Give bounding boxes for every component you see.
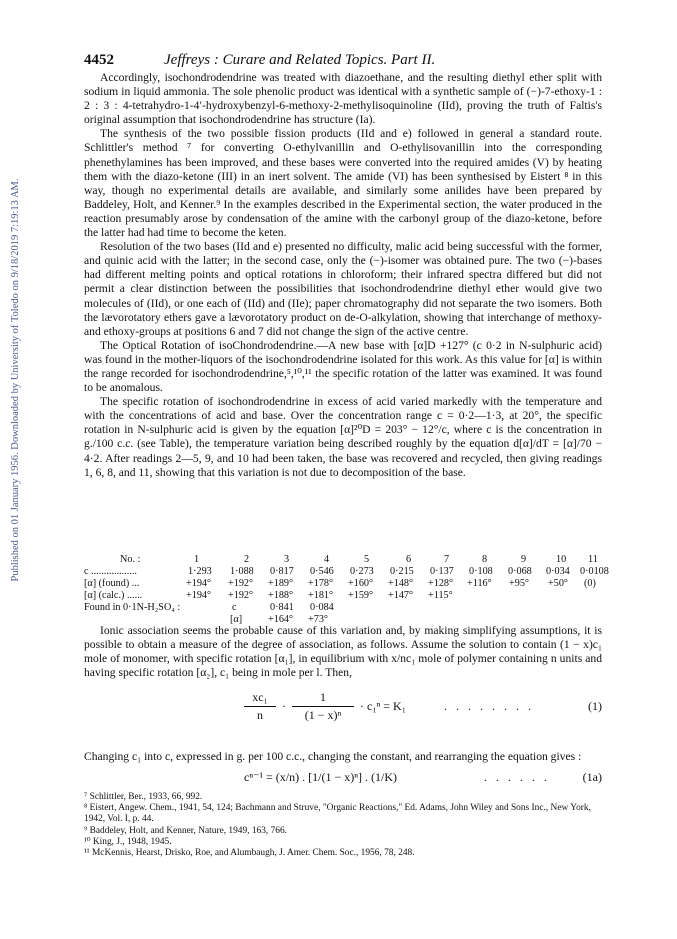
table-cell: 0·215 [390,566,414,577]
table-cell: +194° [186,578,212,589]
row-label: No. : [120,554,141,565]
table-row-c [84,566,609,578]
row-label: Found in 0·1N-H₂SO₄ : [84,602,181,613]
rotation-table [84,554,609,626]
equation-body: cⁿ⁻¹ = (x/n) . [1/(1 − x)ⁿ] . (1/K) [244,770,397,784]
paragraph: The synthesis of the two possible fission products (IId and e) followed in general a standard route. Schlittler's method ⁷ for converting O-ethylvanillin and O-ethylisovanillin into the corresponding phenethylamines has been improved, and these bases were converted into the required amides (V) by heating them with the diazo-ketone (III) in an inert solvent. The amide (VI) has been synthesised by Eistert ⁸ in this way, though no experimental details are available, and similarly some anilides have been prepared by Baddeley, Holt, and Kenner.⁹ In the examples described in the Experimental section, the water produced in the reaction presumably arose by condensation of the amine with the carbonyl group of the diazo-ketone, before the latter had had time to become the keten. [84,127,602,240]
paragraph: The specific rotation of isochondrodendrine in excess of acid varied markedly with the temperature and with the concentrations of acid and base. Over the concentration range c = 0·2—1·3, at 20°, the specific rotation in N-sulphuric acid is given by the equation [α]²⁰D = 203° − 12°/c, where c is the concentration in g./100 c.c. (see Table), the temperature variation being described roughly by the equation d[α]/dT = [α]/70 − 4·2. After readings 2—5, 9, and 10 had been taken, the base was recovered and recycled, then giving readings 1, 6, 8, and 11, showing that this variation is not due to decomposition of the base. [84,395,602,479]
table-cell: +148° [388,578,414,589]
table-cell: 8 [482,554,488,565]
leader-dots: . . . . . . . . [444,699,534,713]
table-cell: +181° [308,590,334,601]
table-cell: 4 [324,554,330,565]
footnote: ⁷ Schlittler, Ber., 1933, 66, 992. [84,792,203,802]
page-number: 4452 [84,52,114,68]
table-cell: +50° [548,578,569,589]
row-label: [α] (found) ... [84,578,140,589]
table-cell: +160° [348,578,374,589]
paragraph: Ionic association seems the probable cause of this variation and, by making simplifying assumptions, it is possible to obtain a measure of the degree of association, as follows. Assume the solution to contain (1 − x)c₁ mole of monomer, with specific rotation [α₁], in equilibrium with x/nc₁ mole of polymer containing n units and having specific rotation [α₂], c₁ being in mole per l. Then, [84,624,602,680]
table-cell: (0) [584,578,596,589]
table-cell: 11 [588,554,598,565]
fraction [244,690,276,724]
table-cell: +95° [509,578,530,589]
table-cell: 2 [244,554,250,565]
table-cell: +147° [388,590,414,601]
table-cell: 7 [444,554,450,565]
numerator: xc₁ [252,690,268,704]
dot-operator: · [282,699,286,713]
equation-rhs: · c₁ⁿ = K₁ [360,699,406,713]
row-label: c .................. [84,566,137,577]
paragraph: The Optical Rotation of isoChondrodendrine.—A new base with [α]D +127° (c 0·2 in N-sulphuric acid) was found in the mother-liquors of the isochondrodendrine isolated for this work. As this value for [α] is within the range recorded for isochondrodendrine,⁵,¹⁰,¹¹ the specific rotation of the latter was examined. It was found to be anomalous. [84,338,602,395]
footnote: ¹⁰ King, J., 1948, 1945. [84,836,172,847]
table-cell: +192° [228,578,254,589]
table-cell: +194° [186,590,212,601]
row-label: [α] (calc.) ...... [84,590,143,601]
watermark-text: Published on 01 January 1956. Downloaded by University of Toledo on 9/18/2019 7:19:13 AM. [10,178,21,582]
table-cell: 0·108 [469,566,493,577]
table-cell: 1 [194,554,200,565]
table-cell: 0·0108 [580,566,609,577]
footnote: ⁹ Baddeley, Holt, and Kenner, Nature, 1949, 163, 766. [84,825,288,836]
table-cell: 0·841 [270,602,294,613]
table-cell: 9 [521,554,527,565]
table-cell: +159° [348,590,374,601]
equation-1a [84,770,602,786]
table-row-found [84,578,602,590]
table-cell: 3 [284,554,290,565]
table-cell: +128° [428,578,454,589]
numerator: 1 [320,690,326,704]
download-watermark [2,150,21,610]
equation-1 [84,690,602,730]
table-cell: 6 [406,554,412,565]
table-cell: 0·546 [310,566,334,577]
table-cell: +73° [308,614,329,625]
paragraph: Accordingly, isochondrodendrine was treated with diazoethane, and the resulting diethyl ether split with sodium in liquid ammonia. The sole phenolic product was identical with a synthetic sample of (−)-7-ethoxy-1 : 2 : 3 : 4-tetrahydro-1-4′-hydroxybenzyl-6-methoxy-2-methylisoquinoline (IId), proving the truth of Faltis's original assumption that isochondrodendrine has structure (Ia). [84,71,602,127]
table-cell: 10 [556,554,567,565]
table-cell: 0·817 [270,566,294,577]
table-cell: +178° [308,578,334,589]
table-cell: 1·293 [188,566,212,577]
table-row-h2so4-c [84,602,602,614]
table-cell: 0·273 [350,566,374,577]
footnotes [84,792,602,859]
table-cell: +189° [268,578,294,589]
page-header [84,52,604,69]
paragraph: Changing c₁ into c, expressed in g. per 100 c.c., changing the constant, and rearranging the equation gives : [84,749,582,763]
table-cell: 0·034 [546,566,570,577]
table-cell: [α] [230,614,243,625]
fraction-bar [292,706,354,707]
paragraph: Resolution of the two bases (IId and e) presented no difficulty, malic acid being successful with the former, and quinic acid with the latter; in the second case, only the (−)-isomer was obtained pure. The two (−)-bases had different melting points and optical rotations in chloroform; their infrared spectra differed but did not permit a clear distinction between the possibilities that isochondrodendrine diethyl ether would give two molecules of (IId), or one each of (IId) and (IIe); paper chromatography did not separate the two isomers. Both the lævorotatory ethers gave a lævorotatory product on de-O-alkylation, showing that interchange of methoxy- and ethoxy-groups at positions 6 and 7 did not change the sign of the active centre. [84,240,602,338]
footnote: ⁸ Eistert, Angew. Chem., 1941, 54, 124; Bachmann and Struve, "Organic Reactions," Ed. Adams, John Wiley and Sons Inc., New York, 1942, Vol. I, p. 44. [84,803,591,825]
footnote: ¹¹ McKennis, Hearst, Drisko, Roe, and Alumbaugh, J. Amer. Chem. Soc., 1956, 78, 248. [84,848,415,859]
fraction-bar [244,706,276,707]
table-cell: 0·084 [310,602,334,613]
fraction [292,690,354,724]
table-row-number [84,554,602,566]
table-cell: +115° [428,590,453,601]
equation-number: (1a) [582,770,602,784]
table-cell: +192° [228,590,254,601]
body-text [84,71,602,480]
equation-number: (1) [588,699,602,713]
running-title: Jeffreys : Curare and Related Topics. Part II. [164,52,436,68]
table-cell: +116° [467,578,492,589]
table-cell: 1·088 [230,566,254,577]
table-cell: +164° [268,614,294,625]
body-text-ionic [84,624,602,680]
table-row-calc [84,590,602,602]
denominator: n [257,708,263,722]
denominator: (1 − x)ⁿ [304,708,342,722]
table-cell: +188° [268,590,294,601]
leader-dots: . . . . . . [484,770,550,784]
table-cell: 5 [364,554,370,565]
table-cell: 0·137 [430,566,454,577]
table-cell: c [232,602,237,613]
table-cell: 0·068 [508,566,532,577]
